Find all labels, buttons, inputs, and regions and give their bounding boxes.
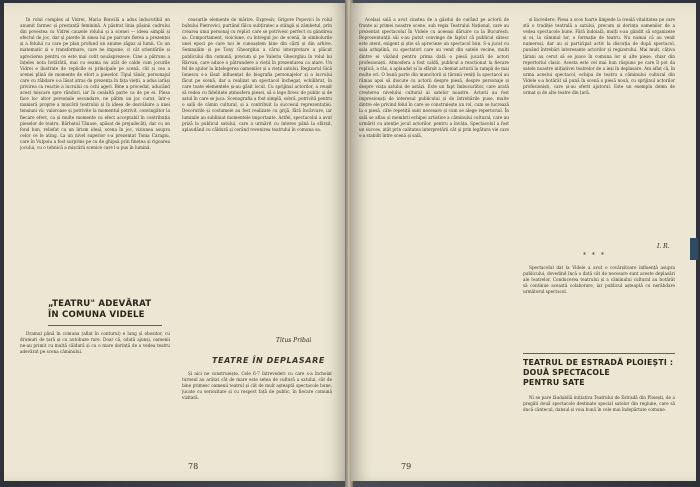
left-col1-article <box>20 17 170 263</box>
headline-line-1: „TEATRU" ADEVĂRAT <box>48 299 152 309</box>
right-headline-line-1: TEATRUL DE ESTRADĂ PLOIEȘTI : <box>523 358 674 367</box>
right-bottom-article <box>523 395 675 449</box>
right-page <box>351 3 696 481</box>
signature-initials: I. R. <box>657 243 670 250</box>
headline-teatru-adevarat <box>48 299 151 321</box>
left-col1-paragraph: În rolul complex al Vidrei, Maria Boncilă a adus inducutibil un anumit farmec și prestanță feminină. A păstrat linia pășinii cadrului din povestea cu Vidrei cauzele rolului și a scenei — ideea simplă și efectul de joc, dar și pierde în sinea lui pe parcurs fierea a prezenței și a felului cu care pe plan profund un anume zăgaz al lumii. Cu un matematic și o transformare, care ne impune, ci cât orientările și aprecierea pentru ce este mai cotit nouăsprezece. Cine a pătruns a înțeles nota hotărâtă, mai cu seama nu atât de calde cum jocurile Vidrei e ilustrate de replicile ei principale pe scenă, cât și cea a scenei plină de momente de efort a pieselor. Tipul tânăr, personajul care cu răbdare s-a lăsat atras de prezența în fața vieții, a adus iarăși privirea ca reacție a lucrului cu ochi ageri. Bine a procedat, aducând acest mișcare spre rânduri, iar în cealaltă parte ca de pe ei. Piesa face loc altor personale secundare, ne pătim un joc curat, într-o manieră proprie a mișcării teatrului și în ideea de dezvăluire a unei tensiuni vii, valoroase și potrivite la momentul potrivit, convingător la fiecare efect, ca și multe momente cu efect acceptabil în contribuția pieselor de teatru. Bărbatul Tănase, apăsat de prejudecăți, dar cu un fond bun, reliefat cu un lirism ideal, scena în joc, viziunea asupra celor ce le ating. La un nivel superior s-a prezentat Toma Caragiu, care în Vulpoiu a fost surprins pe cu de ghipsă prin finețea și rigoarea jocului, cu o tehnică a mișcării scenice care l-a pus în lumină. <box>20 17 170 150</box>
headline-rule <box>48 325 162 326</box>
left-bottom-col2-paragraph: Și aici ne construiește. Cele 6-7 întrevederi cu care s-a încheiat turneul au arătat cât de mare este setea de cultură a satului, cât de bine primesc oamenii teatrul și cât de mult așteaptă spectacole bune, jucate cu seriozitate și cu respect față de public, în fiecare comună vizitată. <box>182 371 332 401</box>
headline-line-2: ÎN COMUNA VIDELE <box>48 310 145 320</box>
section-divider-stars: * * * <box>583 252 606 259</box>
subhead-teatre-in-deplasare: TEATRE ÎN DEPLASARE <box>212 356 325 365</box>
headline-teatrul-de-estrada <box>523 358 673 388</box>
right-col1-paragraph: Același sală a avut cinstea de a găzdui de curând pe actorii de frunte ai primei noastre scene, sub regia Teatrului Național, care au prezentat spectacolul În Videle cu aceeași dăruire ca la București. Reprezentanții săi s-au putut convinge de faptul că publicul sătesc este atent, exigent și știe să aprecieze un spectacol bun. S-a jucat cu sala arhiplină, cu spectatori care au venit din satele vecine, mulți dintre ei văzând pentru prima dată o piesă jucată de actori profesioniști. Atmosfera a fost caldă, publicul a reacționat la fiecare replică, a râs, a aplaudat și la sfârșit a chemat actorii la rampă de mai multe ori. O bună parte din muncitorii și țăranii veniți la spectacol au rămas apoi să discute cu actorii despre piesă, despre personaje și despre viața satului de astăzi. Este un fapt îmbucurător, care arată creșterea nivelului cultural al satelor noastre. Actorii au fost impresionați de interesul publicului și de întrebările puse, multe dintre ele privind felul în care se construiește un rol, cum se lucrează la o piesă, câte repetiții sunt necesare și cum se alege repertoriul. În sală se aflau și membrii echipei artistice a căminului cultural, care au urmărit cu atenție jocul actorilor, pentru a învăța. Spectacolul a fost un succes, atât prin calitatea interpretării cât și prin legătura vie care s-a stabilit între scenă și sală. <box>359 17 509 138</box>
left-page <box>4 3 347 481</box>
right-col1-article <box>359 17 509 447</box>
left-bottom-col1 <box>20 331 170 441</box>
right-col2-bottom-paragraph: Spectacolul dat la Videle a avut o covârșitoare influență asupra publicului, dovedind încă o dată cât de necesare sunt aceste deplasări ale teatrelor. Conducerea teatrului și a căminului cultural au hotărât să continue această colaborare, iar publicul așteaptă cu nerăbdare următorul spectacol. <box>523 265 675 295</box>
signature-titus-pribai: Titus Pribai <box>276 337 312 344</box>
right-bottom-paragraph: Ni se pare lăudabilă inițiativa Teatrului de Estradă din Ploiești, de a pregăti două spectacole destinate special satelor din regiune, care să ducă cântecul, dansul și voia bună în cele mai îndepărtate comune. <box>523 395 675 413</box>
right-headline-line-3: PENTRU SATE <box>523 378 585 387</box>
right-headline-line-2: DOUĂ SPECTACOLE <box>523 368 610 377</box>
page-edge-bookmark <box>690 238 698 260</box>
right-col2-paragraph: și încredere; Piesa a scos foarte limpede la iveală vitalitatea pe care stă o tradiție teatrală a satului, precum și dorința oamenilor de a vedea spectacole bune. Fără îndoială, mulți s-au gândit să organizeze și ei, la căminul lor, o formație de teatru. Nu numai că au venit numeroși, dar au și participat activ la discuția de după spectacol, punând întrebări interesante actorilor și regizorului. Mai mult, câțiva țărani au cerut să se joace în comuna lor și alte piese, chiar din repertoriul clasic. Acesta este cel mai bun răspuns pe care îl pot da satele noastre inițiativei teatrelor de a ieși în deplasare. Am aflat că, în urma acestui spectacol, echipa de teatru a căminului cultural din Videle s-a hotărât să pună în scenă o piesă nouă, cu sprijinul actorilor profesioniști, care și-au oferit ajutorul. Este un exemplu demn de urmat și de alte teatre din țară. <box>523 17 675 96</box>
page-number-79: 79 <box>401 462 412 471</box>
right-col2-article <box>523 17 675 242</box>
left-bottom-col1-paragraph: Dramul până în comuna (aflat în conturul) e lung și obositor, cu drumuri de țară și cu autobuze rare. Doar că, odată ajunși, oamenii ne-au primit cu multă căldură și cu o mare dorință de a vedea teatru adevărat pe scena căminului. <box>20 331 170 355</box>
left-col2-article <box>182 17 332 333</box>
left-bottom-col2 <box>182 371 332 451</box>
right-col2-bottom <box>523 265 675 351</box>
right-headline-rule <box>523 353 675 354</box>
page-number-78: 78 <box>188 462 199 471</box>
left-col2-paragraph: ceasurile elemente de mărire. Expresiv, Grigore Popovici în rolul bubului Pietrovici, purtând fălcu subțiratec a stângii și zâmbetul, prin crearea unui personaj cu replici care se potrivesc perfect cu gândirea sa. Comportament, vioiciune, cu întregul joc de scenă, în simbolurile unei epoci pe care noi le cunoaștem bine din cărți și din arhive. Semnalăm și pe Tony Gheorghiu a cărui interpretare a plăcut publicului din comună, precum și pe Valeriu Gheorghiu în rolul lui Rărvan, care aduce o pătrundere a vieții în prezentarea ca atare. Un fel de ajutor la înțelegerea oamenilor și a vieții satului. Regizorul Gică Ionescu s-a lăsat influențat de biografia personajelor și a lucrului făcut pe scenă, dar a realizat un spectacol închegat, echilibrat, în care toate elementele și-au găsit locul. Cu sprijinul actorilor, a reușit să redea cu fidelitate atmosfera piesei, să o lege firesc de public și de satul în care se juca. Scenografia a fost simplă, sobră, potrivită pentru o sală de cămin cultural, și a contribuit la succesul reprezentației. Decorurile și costumele au fost realizate cu grijă, fără încărcare, iar luminile au subliniat momentele importante. Astfel, spectacolul a avut priză la publicul satului, care a urmărit cu interes până la sfârșit, aplaudând cu căldură și cerând revenirea teatrului în comuna sa. <box>182 17 332 132</box>
